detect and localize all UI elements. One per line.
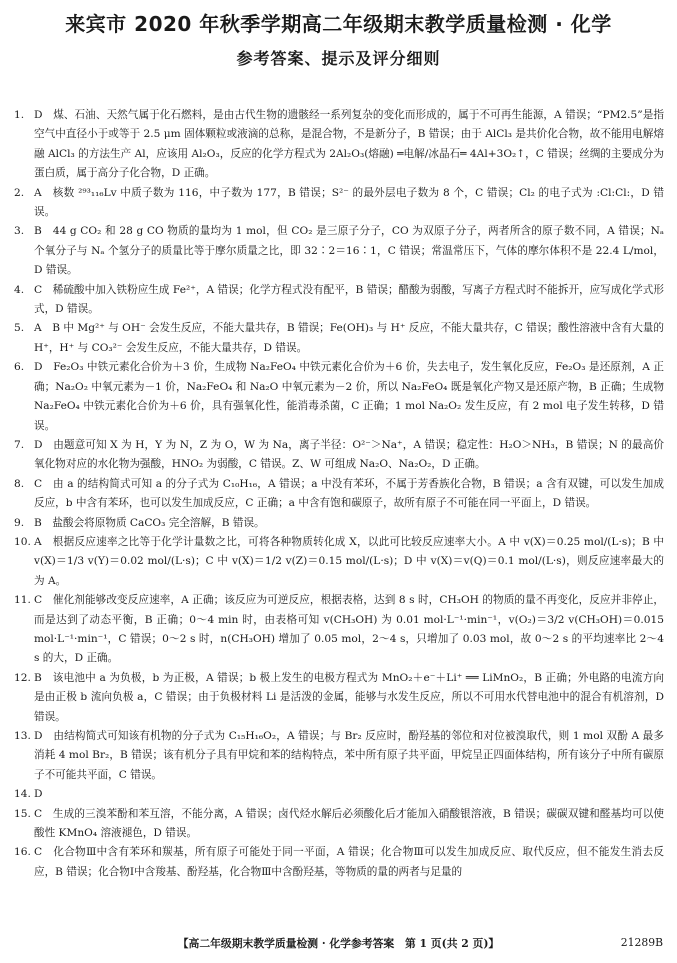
answer-number: 10.	[14, 535, 31, 548]
answer-number: 11.	[14, 594, 31, 607]
answer-item	[14, 805, 664, 844]
answer-text: C 由 a 的结构简式可知 a 的分子式为 C₁₀H₁₆，A 错误；a 中没有苯环，不属于芳香族化合物，B 错误；a 含有双键，可以发生加成反应，b 中含有苯环，也可以发生加成反应，C 正确；a 中含有饱和碳原子，故所有原子不可能在同一平面上，D 错误。	[34, 477, 664, 510]
answer-item	[14, 358, 664, 436]
answer-item	[14, 533, 664, 591]
answer-item	[14, 184, 664, 223]
answer-text: C 生成的三溴苯酚和苯互溶，不能分离，A 错误；卤代烃水解后必须酸化后才能加入硝酸银溶液，B 错误；碳碳双键和醛基均可以使酸性 KMnO₄ 溶液褪色，D 错误。	[34, 807, 664, 840]
answer-item	[14, 319, 664, 358]
answer-list	[14, 106, 664, 882]
answer-item	[14, 669, 664, 727]
answer-text: A 根据反应速率之比等于化学计量数之比，可将各种物质转化成 X，以此可比较反应速率大小。A 中 v(X)＝0.25 mol/(L·s)；B 中 v(X)＝1/3 v(Y)＝0.02 mol/(L·s)；C 中 v(X)＝1/2 v(Z)＝0.15 mol/(L·s)；D 中 v(X)＝v(Q)＝0.1 mol/(L·s)，则反应速率最大的为 A。	[34, 535, 664, 587]
answer-item	[14, 436, 664, 475]
answer-text: D 由题意可知 X 为 H，Y 为 N，Z 为 O，W 为 Na，离子半径：O²⁻＞Na⁺，A 错误；稳定性：H₂O＞NH₃，B 错误；N 的最高价氧化物对应的水化物为强酸，HNO₂ 为弱酸，C 错误。Z、W 可组成 Na₂O、Na₂O₂，D 正确。	[34, 438, 664, 471]
answer-number: 4.	[14, 283, 25, 296]
answer-item	[14, 222, 664, 280]
answer-number: 6.	[14, 361, 25, 374]
page-subtitle: 参考答案、提示及评分细则	[236, 49, 441, 68]
footer-text: 【高二年级期末教学质量检测 · 化学参考答案 第 1 页(共 2 页)】	[177, 937, 500, 950]
answer-number: 14.	[14, 788, 31, 801]
answer-number: 16.	[14, 846, 31, 859]
answer-item	[14, 106, 664, 184]
answer-number: 5.	[14, 322, 25, 335]
answer-text: B 盐酸会将原物质 CaCO₃ 完全溶解，B 错误。	[34, 516, 265, 529]
answer-item	[14, 591, 664, 669]
answer-number: 13.	[14, 730, 31, 742]
answer-text: D 由结构简式可知该有机物的分子式为 C₁₅H₁₆O₂，A 错误；与 Br₂ 反应时，酚羟基的邻位和对位被溴取代，则 1 mol 双酚 A 最多消耗 4 mol Br₂，B 错误；该有机分子具有甲烷和苯的结构特点，苯中所有原子共平面，甲烷呈正四面体结构，所有该分子中所有碳原子不可能共平面，C 错误。	[34, 730, 664, 781]
answer-text: A B 中 Mg²⁺ 与 OH⁻ 会发生反应，不能大量共存，B 错误；Fe(OH)₃ 与 H⁺ 反应，不能大量共存，C 错误；酸性溶液中含有大量的 H⁺，H⁺ 与 CO₃²⁻ 会发生反应，不能大量共存，D 错误。	[34, 322, 664, 354]
answer-number: 2.	[14, 186, 25, 199]
answer-text: A 核数 ²⁹³₁₁₆Lv 中质子数为 116，中子数为 177，B 错误；S²⁻ 的最外层电子数为 8 个，C 错误；Cl₂ 的电子式为 :Cl:Cl:，D 错误。	[34, 186, 664, 219]
answer-text: C 稀硫酸中加入铁粉应生成 Fe²⁺，A 错误；化学方程式没有配平，B 错误；醋酸为弱酸，写离子方程式时不能拆开，应写成化学式形式，D 错误。	[34, 283, 664, 316]
answer-number: 12.	[14, 671, 31, 684]
answer-item	[14, 475, 664, 514]
answer-text: D	[34, 788, 43, 801]
answer-item	[14, 281, 664, 320]
page-title: 来宾市 2020 年秋季学期高二年级期末教学质量检测 · 化学	[65, 12, 612, 36]
answer-number: 15.	[14, 807, 31, 820]
answer-text: B 该电池中 a 为负极，b 为正极，A 错误；b 极上发生的电极方程式为 MnO₂＋e⁻＋Li⁺ ══ LiMnO₂，B 正确；外电路的电流方向是由正极 b 流向负极 a，C 错误；由于负极材料 Li 是活泼的金属，能够与水发生反应，所以不可用水代替电池中的混合有机溶剂，D 错误。	[34, 671, 664, 723]
footer-code: 21289B	[620, 936, 663, 949]
answer-item	[14, 727, 664, 785]
answer-item	[14, 514, 664, 533]
answer-number: 7.	[14, 438, 25, 451]
answer-number: 1.	[14, 109, 25, 121]
answer-text: C 催化剂能够改变反应速率，A 正确；该反应为可逆反应，根据表格，达到 8 s 时，CH₃OH 的物质的量不再变化，反应并非停止，而是达到了动态平衡，B 正确；0～4 min 时，由表格可知 v(CH₃OH) 为 0.01 mol·L⁻¹·min⁻¹，v(O₂)＝3/2 v(CH₃OH)＝0.015 mol·L⁻¹·min⁻¹，C 错误；0～2 s 时，n(CH₃OH) 增加了 0.05 mol，2～4 s，只增加了 0.03 mol，故 0～2 s 的平均速率比 2～4 s 的大，D 正确。	[34, 594, 664, 665]
answer-text: B 44 g CO₂ 和 28 g CO 物质的量均为 1 mol，但 CO₂ 是三原子分子，CO 为双原子分子，两者所含的原子数不同，A 错误；Nₐ 个氧分子与 Nₐ 个氢分子的质量比等于摩尔质量之比，即 32∶2＝16∶1，C 错误；常温常压下，气体的摩尔体积不是 22.4 L/mol，D 错误。	[34, 225, 664, 277]
answer-number: 8.	[14, 477, 25, 490]
answer-text: C 化合物Ⅲ中含有苯环和羰基，所有原子可能处于同一平面，A 错误；化合物Ⅲ可以发生加成反应、取代反应，但不能发生消去反应，B 错误；化合物Ⅰ中含羧基、酚羟基，化合物Ⅲ中含酚羟基，等物质的量的两者与足量的	[34, 846, 664, 878]
answer-item	[14, 785, 664, 804]
answer-number: 9.	[14, 516, 25, 529]
answer-text: D Fe₂O₃ 中铁元素化合价为＋3 价，生成物 Na₂FeO₄ 中铁元素化合价为＋6 价，失去电子，发生氧化反应，Fe₂O₃ 是还原剂，A 正确；Na₂O₂ 中氧元素为－1 价，Na₂FeO₄ 和 Na₂O 中氧元素为－2 价，所以 Na₂FeO₄ 既是氧化产物又是还原产物，B 正确；生成物 Na₂FeO₄ 中铁元素化合价为＋6 价，具有强氧化性，能消毒杀菌，C 正确；1 mol Na₂O₂ 发生反应，有 2 mol 电子发生转移，D 错误。	[34, 361, 664, 432]
answer-text: D 煤、石油、天然气属于化石燃料，是由古代生物的遗骸经一系列复杂的变化而形成的，属于不可再生能源，A 错误；“PM2.5”是指空气中直径小于或等于 2.5 μm 固体颗粒或液滴的总称，是混合物，不是新分子，B 错误；由于 AlCl₃ 是共价化合物，故不能用电解熔融 AlCl₃ 的方法生产 Al，应该用 Al₂O₃，反应的化学方程式为 2Al₂O₃(熔融) ═电解/冰晶石═ 4Al+3O₂↑，C 错误；丝绸的主要成分为蛋白质，属于高分子化合物，D 正确。	[34, 109, 664, 180]
answer-number: 3.	[14, 225, 25, 238]
answer-item	[14, 843, 664, 882]
